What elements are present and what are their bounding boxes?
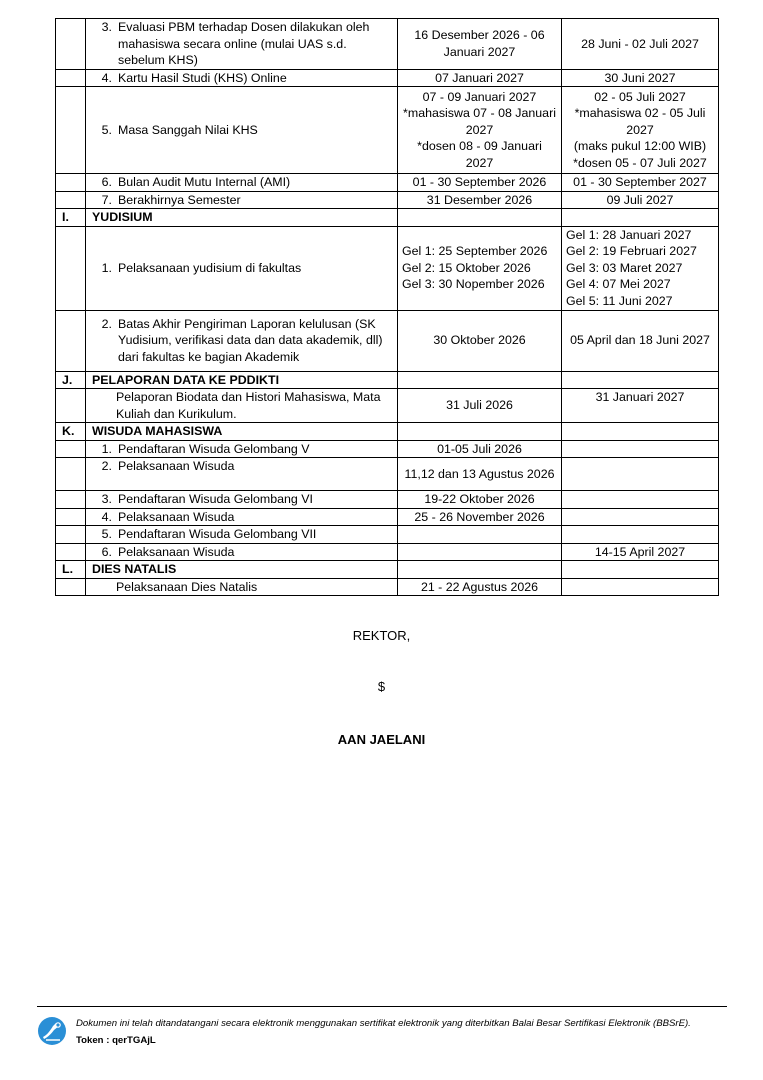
item-label: Pelaksanaan Dies Natalis — [86, 578, 398, 596]
date-odd-semester: Gel 1: 25 September 2026 Gel 2: 15 Oktober 2026 Gel 3: 30 Nopember 2026 — [398, 226, 562, 310]
date-odd-semester — [398, 543, 562, 561]
item-number: 2. — [101, 459, 112, 473]
item-number: 4. — [101, 509, 112, 524]
item-number: 6. — [101, 544, 112, 559]
date-odd-semester — [398, 526, 562, 544]
date-odd-semester: 16 Desember 2026 - 06 Januari 2027 — [398, 19, 562, 70]
signatory-name: AAN JAELANI — [337, 732, 426, 747]
date-even-semester: 28 Juni - 02 Juli 2027 — [562, 19, 719, 70]
bsre-logo-icon — [37, 1016, 67, 1046]
date-even-semester: 02 - 05 Juli 2027 *mahasiswa 02 - 05 Juli 2027 (maks pukul 12:00 WIB) *dosen 05 - 07 Juli 2027 — [562, 87, 719, 174]
section-title: PELAPORAN DATA KE PDDIKTI — [86, 371, 398, 389]
date-even-semester: 05 April dan 18 Juni 2027 — [562, 310, 719, 371]
section-header-wisuda — [56, 423, 719, 441]
section-title: YUDISIUM — [86, 209, 398, 227]
date-even-semester: 09 Juli 2027 — [562, 191, 719, 209]
table-row — [56, 191, 719, 209]
esign-note: Dokumen ini telah ditandatangani secara elektronik menggunakan sertifikat elektronik yang diterbitkan Balai Besar Sertifikasi Elektronik (BBSrE). — [76, 1018, 691, 1029]
table-row — [56, 174, 719, 192]
date-odd-semester: 07 Januari 2027 — [398, 69, 562, 87]
document-token: Token : qerTGAjL — [76, 1035, 156, 1046]
table-row — [56, 226, 719, 310]
item-number: 1. — [101, 260, 112, 275]
item-label: Masa Sanggah Nilai KHS — [118, 122, 258, 137]
item-label: Pelaksanaan Wisuda — [118, 509, 235, 524]
section-code: L. — [56, 561, 86, 579]
table-row — [56, 578, 719, 596]
item-label: Evaluasi PBM terhadap Dosen dilakukan oleh mahasiswa secara online (mulai UAS s.d. sebelum KHS) — [118, 20, 370, 67]
date-odd-semester: 31 Juli 2026 — [398, 389, 562, 423]
item-label: Pendaftaran Wisuda Gelombang VI — [118, 492, 313, 506]
item-label: Pelaksanaan Wisuda — [118, 459, 235, 473]
signatory-role: REKTOR, — [352, 628, 411, 643]
table-row — [56, 458, 719, 491]
item-label: Kartu Hasil Studi (KHS) Online — [118, 70, 287, 85]
date-odd-semester: 01-05 Juli 2026 — [398, 440, 562, 458]
date-odd-semester: 01 - 30 September 2026 — [398, 174, 562, 192]
item-label: Pelaporan Biodata dan Histori Mahasiswa, Mata Kuliah dan Kurikulum. — [86, 389, 398, 423]
date-odd-semester: 11,12 dan 13 Agustus 2026 — [398, 458, 562, 491]
table-row — [56, 508, 719, 526]
section-code: I. — [56, 209, 86, 227]
date-odd-semester: 30 Oktober 2026 — [398, 310, 562, 371]
table-row — [56, 526, 719, 544]
date-even-semester: 30 Juni 2027 — [562, 69, 719, 87]
item-label: Pendaftaran Wisuda Gelombang VII — [118, 527, 317, 541]
table-row — [56, 389, 719, 423]
academic-calendar-table — [55, 18, 719, 596]
table-row — [56, 491, 719, 509]
date-odd-semester: 07 - 09 Januari 2027 *mahasiswa 07 - 08 Januari 2027 *dosen 08 - 09 Januari 2027 — [398, 87, 562, 174]
item-label: Pendaftaran Wisuda Gelombang V — [118, 441, 310, 456]
item-number: 2. — [101, 316, 112, 331]
item-number: 7. — [101, 192, 112, 207]
date-even-semester — [562, 578, 719, 596]
date-odd-semester: 19-22 Oktober 2026 — [398, 491, 562, 509]
signature-mark: $ — [377, 679, 386, 694]
table-row — [56, 87, 719, 174]
date-even-semester — [562, 491, 719, 509]
table-row — [56, 69, 719, 87]
item-number: 5. — [101, 527, 112, 541]
date-even-semester: 01 - 30 September 2027 — [562, 174, 719, 192]
date-even-semester — [562, 440, 719, 458]
date-even-semester — [562, 508, 719, 526]
item-number: 6. — [101, 175, 112, 189]
item-number: 1. — [101, 441, 112, 456]
item-number: 3. — [101, 20, 112, 34]
item-label: Pelaksanaan Wisuda — [118, 544, 235, 559]
item-label: Berakhirnya Semester — [118, 192, 241, 207]
item-number: 4. — [101, 70, 112, 85]
item-number: 5. — [101, 122, 112, 137]
date-odd-semester: 21 - 22 Agustus 2026 — [398, 578, 562, 596]
date-even-semester: 31 Januari 2027 — [562, 389, 719, 423]
section-code: K. — [56, 423, 86, 441]
table-row — [56, 310, 719, 371]
footer-divider — [37, 1006, 727, 1007]
section-header-dies-natalis — [56, 561, 719, 579]
section-header-yudisium — [56, 209, 719, 227]
item-label: Bulan Audit Mutu Internal (AMI) — [118, 175, 291, 189]
date-even-semester: 14-15 April 2027 — [562, 543, 719, 561]
section-header-pddikti — [56, 371, 719, 389]
section-title: WISUDA MAHASISWA — [86, 423, 398, 441]
date-even-semester: Gel 1: 28 Januari 2027 Gel 2: 19 Februari 2027 Gel 3: 03 Maret 2027 Gel 4: 07 Mei 2027 Gel 5: 11 Juni 2027 — [562, 226, 719, 310]
table-row — [56, 440, 719, 458]
date-odd-semester: 25 - 26 November 2026 — [398, 508, 562, 526]
table-row — [56, 543, 719, 561]
date-odd-semester: 31 Desember 2026 — [398, 191, 562, 209]
item-number: 3. — [101, 492, 112, 506]
item-label: Batas Akhir Pengiriman Laporan kelulusan (SK Yudisium, verifikasi data dan data akademik, dll) dari fakultas ke bagian Akademik — [118, 316, 383, 364]
section-title: DIES NATALIS — [86, 561, 398, 579]
item-label: Pelaksanaan yudisium di fakultas — [118, 260, 302, 275]
table-row — [56, 19, 719, 70]
date-even-semester — [562, 526, 719, 544]
date-even-semester — [562, 458, 719, 491]
section-code: J. — [56, 371, 86, 389]
